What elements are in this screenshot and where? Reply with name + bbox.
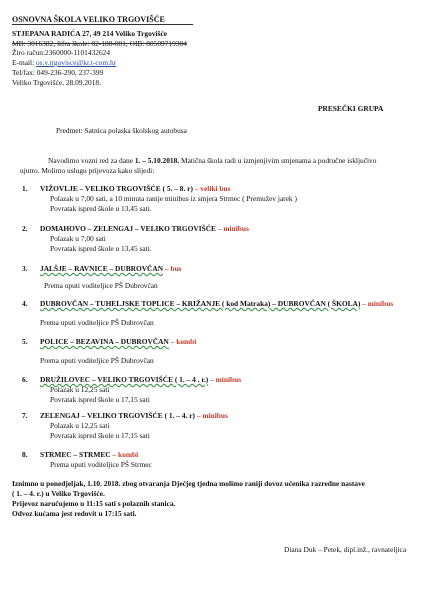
notice-line-4: Odvoz kućama jest redovit u 17:15 sati. [12, 509, 137, 518]
route-number: 1. [22, 184, 28, 193]
notice-line-1: Iznimno u ponedjeljak, 1.10. 2018. zbog otvaranja Dječjeg tjedna molimo raniji dovoz učenika razredne nastave [12, 479, 365, 488]
route-title [40, 224, 249, 233]
route-stops: JALŠJE – RAVNICE – DUBROVČAN [40, 264, 164, 273]
vehicle-type: – veliki bus [194, 184, 231, 193]
vehicle-type: – minibus [210, 375, 242, 384]
vehicle-type: – bus [164, 264, 182, 273]
vehicle-type: – kombi [170, 337, 197, 346]
recipient: PRESEČKI GRUPA [318, 104, 384, 113]
route-title [40, 337, 196, 346]
bank-account: Žiro račun:2360000-1101432624 [12, 48, 111, 57]
email-link[interactable]: os.v.trgovisce@kr.t-com.hr [36, 58, 117, 67]
route-title [40, 264, 182, 273]
route-number: 8. [22, 450, 28, 459]
school-ids: MB: 3016382, šifra škole: 02-188-001, OIB: 80509719304 [12, 39, 187, 48]
subject-line: Predmet: Satnica polaska školskog autobusa [56, 126, 187, 135]
route-detail: Polazak u 12,25 sati [50, 421, 110, 430]
vehicle-type: – minibus [362, 299, 394, 308]
route-number: 4. [22, 299, 28, 308]
route-detail: Prema uputi voditeljice PŠ Dubrovčan [40, 318, 154, 327]
route-number: 5. [22, 337, 28, 346]
intro-line-2: ujutro. Molimo uslugu prijevoza kako slijedi: [20, 166, 155, 175]
route-stops: STRMEC – STRMEC [40, 450, 111, 459]
route-stops: DOMAHOVO – ZELENGAJ – VELIKO TRGOVIŠĆE [40, 224, 216, 233]
notice-line-3: Prijevoz naručujemo u 11:15 sati s polaznih stanica. [12, 499, 176, 508]
place-date: Veliko Trgovišće, 28.09.2018. [12, 78, 101, 87]
signature: Diana Duk – Petek, dipl.inž., ravnateljica [284, 545, 407, 554]
email-line [12, 58, 116, 67]
school-name: OSNOVNA ŠKOLA VELIKO TRGOVIŠĆE [12, 15, 193, 25]
route-stops: DRUŽILOVEC – VELIKO TRGOVIŠĆE ( 1. – 4 . r.) [40, 375, 209, 384]
route-number: 3. [22, 264, 28, 273]
route-detail: Prema uputi voditeljice PŠ Strmec [50, 460, 152, 469]
vehicle-type: – kombi [112, 450, 139, 459]
route-title [40, 184, 231, 193]
route-number: 6. [22, 375, 28, 384]
vehicle-type: – minibus [196, 411, 228, 420]
route-detail: Polazak u 12,25 sati [50, 385, 110, 394]
route-title [40, 450, 138, 459]
route-number: 7. [22, 411, 28, 420]
intro-text-a: Navodimo vozni red za dane [48, 156, 133, 165]
route-number: 2. [22, 224, 28, 233]
school-address: STJEPANA RADIĆA 27, 49 214 Veliko Trgovišće [12, 29, 168, 38]
notice-line-2: ( 1. – 4. r.) u Veliko Trgovišće. [12, 489, 105, 498]
route-detail: Povratak ispred škole u 17,15 sati [50, 395, 150, 404]
intro-text-b: Matična škola radi u izmjenjivim smjenama a područne isključivo [181, 156, 377, 165]
phone-fax: Tel/fax: 049-236-290, 237-399 [12, 68, 104, 77]
route-detail: Povratak ispred škole u 13,45 sati. [50, 204, 152, 213]
route-detail: Povratak ispred škole u 17,15 sati [50, 431, 150, 440]
route-stops: ZELENGAJ – VELIKO TRGOVIŠĆE ( 1. – 4. r) [40, 411, 195, 420]
route-title [40, 411, 228, 420]
email-label: E-mail: [12, 58, 35, 67]
intro-line-1 [48, 156, 376, 165]
intro-dates: 1. – 5.10.2018. [134, 156, 180, 165]
route-detail: Povratak ispred škole u 13,45 sati. [50, 244, 152, 253]
route-stops: VIŽOVLJE – VELIKO TRGOVIŠĆE ( 5. – 8. r) [40, 184, 193, 193]
route-title [40, 299, 393, 308]
route-stops: POLICE – BEZAVINA – DUBROVČAN [40, 337, 169, 346]
vehicle-type: – minibus [217, 224, 249, 233]
route-title [40, 375, 241, 384]
route-detail: Prema uputi voditeljice PŠ Dubrovčan [40, 356, 154, 365]
route-detail: Polazak u 7,00 sati [50, 234, 106, 243]
route-detail: Prema uputi voditeljice PŠ Dubrovčan [44, 281, 158, 290]
route-detail: Polazak u 7,00 sati, a 10 minuta ranije minibus iz smjera Strmec ( Premužev jarek ) [50, 194, 297, 203]
route-stops: DUBROVČAN – TUHELJSKE TOPLICE – KRIŽANJE ( kod Matraka) – DUBROVČAN ( ŠKOLA) [40, 299, 361, 308]
